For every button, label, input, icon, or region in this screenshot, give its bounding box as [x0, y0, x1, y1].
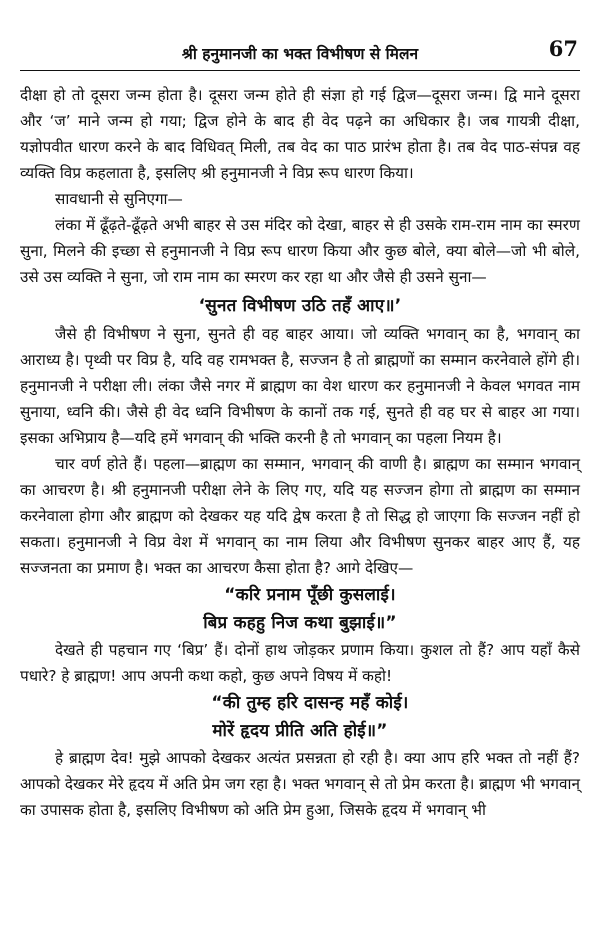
verse-3-line-2: मोरें हृदय प्रीति अति होई॥” — [212, 721, 388, 741]
paragraph-1: दीक्षा हो तो दूसरा जन्म होता है। दूसरा जन्म होते ही संज्ञा हो गई द्विज—दूसरा जन्म। द्वि माने दूसरा और ‘ज’ माने जन्म हो गया; द्विज होने के बाद ही वेद पढ़ने का अधिकार है। जब गायत्री दीक्षा, यज्ञोपवीत धारण करने के बाद विधिवत् मिली, तब वेद का पाठ प्रारंभ होता है। तब वेद पाठ-संपन्न वह व्यक्ति विप्र कहलाता है, इसलिए श्री हनुमानजी ने विप्र रूप धारण किया। — [20, 86, 580, 182]
page-body — [20, 82, 580, 823]
page-number: 67 — [548, 36, 578, 61]
paragraph-7: हे ब्राह्मण देव! मुझे आपको देखकर अत्यंत प्रसन्नता हो रही है। क्या आप हरि भक्त तो नहीं हैं? आपको देखकर मेरे हृदय में अति प्रेम जग रहा है। भक्त भगवान् से तो प्रेम करता है। ब्राह्मण भी भगवान् का उपासक होता है, इसलिए विभीषण को अति प्रेम हुआ, जिसके हृदय में भगवान् भी — [20, 749, 580, 819]
verse-3-line-1: “की तुम्ह हरि दासन्ह महँ कोई। — [211, 693, 409, 713]
page-header — [20, 34, 580, 71]
verse-2-line-2: बिप्र कहहु निज कथा बुझाई॥” — [203, 613, 397, 633]
verse-1: ‘सुनत विभीषण उठि तहँ आए॥’ — [198, 296, 402, 316]
verse-2-line-1: “करि प्रनाम पूँछी कुसलाई। — [224, 585, 396, 605]
paragraph-3: लंका में ढूँढ़ते-ढूँढ़ते अभी बाहर से उस मंदिर को देखा, बाहर से ही उसके राम-राम नाम का स्मरण सुना, मिलने की इच्छा से हनुमानजी ने विप्र रूप धारण किया और कुछ बोले, क्या बोले—जो भी बोले, उसे उस व्यक्ति ने सुना, जो राम नाम का स्मरण कर रहा था और जैसे ही उसने सुना— — [20, 216, 580, 286]
paragraph-6: देखते ही पहचान गए ‘बिप्र’ हैं। दोनों हाथ जोड़कर प्रणाम किया। कुशल तो हैं? आप यहाँ कैसे पधारे? हे ब्राह्मण! आप अपनी कथा कहो, कुछ अपने विषय में कहो! — [20, 641, 580, 685]
paragraph-2: सावधानी से सुनिएगा— — [55, 190, 183, 208]
running-title: श्री हनुमानजी का भक्त विभीषण से मिलन — [181, 45, 419, 63]
paragraph-5: चार वर्ण होते हैं। पहला—ब्राह्मण का सम्मान, भगवान् की वाणी है। ब्राह्मण का सम्मान भगवान् का आचरण है। श्री हनुमानजी परीक्षा लेने के लिए गए, यदि यह सज्जन होगा तो ब्राह्मण का सम्मान करनेवाला होगा और ब्राह्मण को देखकर यह यदि द्वेष करता है तो सिद्ध हो जाएगा कि सज्जन नहीं हो सकता। हनुमानजी ने विप्र वेश में भगवान् का नाम लिया और विभीषण सुनकर बाहर आए हैं, यह सज्जनता का प्रमाण है। भक्त का आचरण कैसा होता है? आगे देखिए— — [20, 455, 580, 577]
paragraph-4: जैसे ही विभीषण ने सुना, सुनते ही वह बाहर आया। जो व्यक्ति भगवान् का है, भगवान् का आराध्य है। पृथ्वी पर विप्र है, यदि वह रामभक्त है, सज्जन है तो ब्राह्मणों का सम्मान करनेवाले होंगे ही। हनुमानजी ने परीक्षा ली। लंका जैसे नगर में ब्राह्मण का वेश धारण कर हनुमानजी ने केवल भगवत नाम सुनाया, ध्वनि की। जैसे ही वेद ध्वनि विभीषण के कानों तक गई, सुनते ही वह घर से बाहर आ गया। इसका अभिप्राय है—यदि हमें भगवान् की भक्ति करनी है तो भगवान् का पहला नियम है। — [20, 325, 580, 447]
